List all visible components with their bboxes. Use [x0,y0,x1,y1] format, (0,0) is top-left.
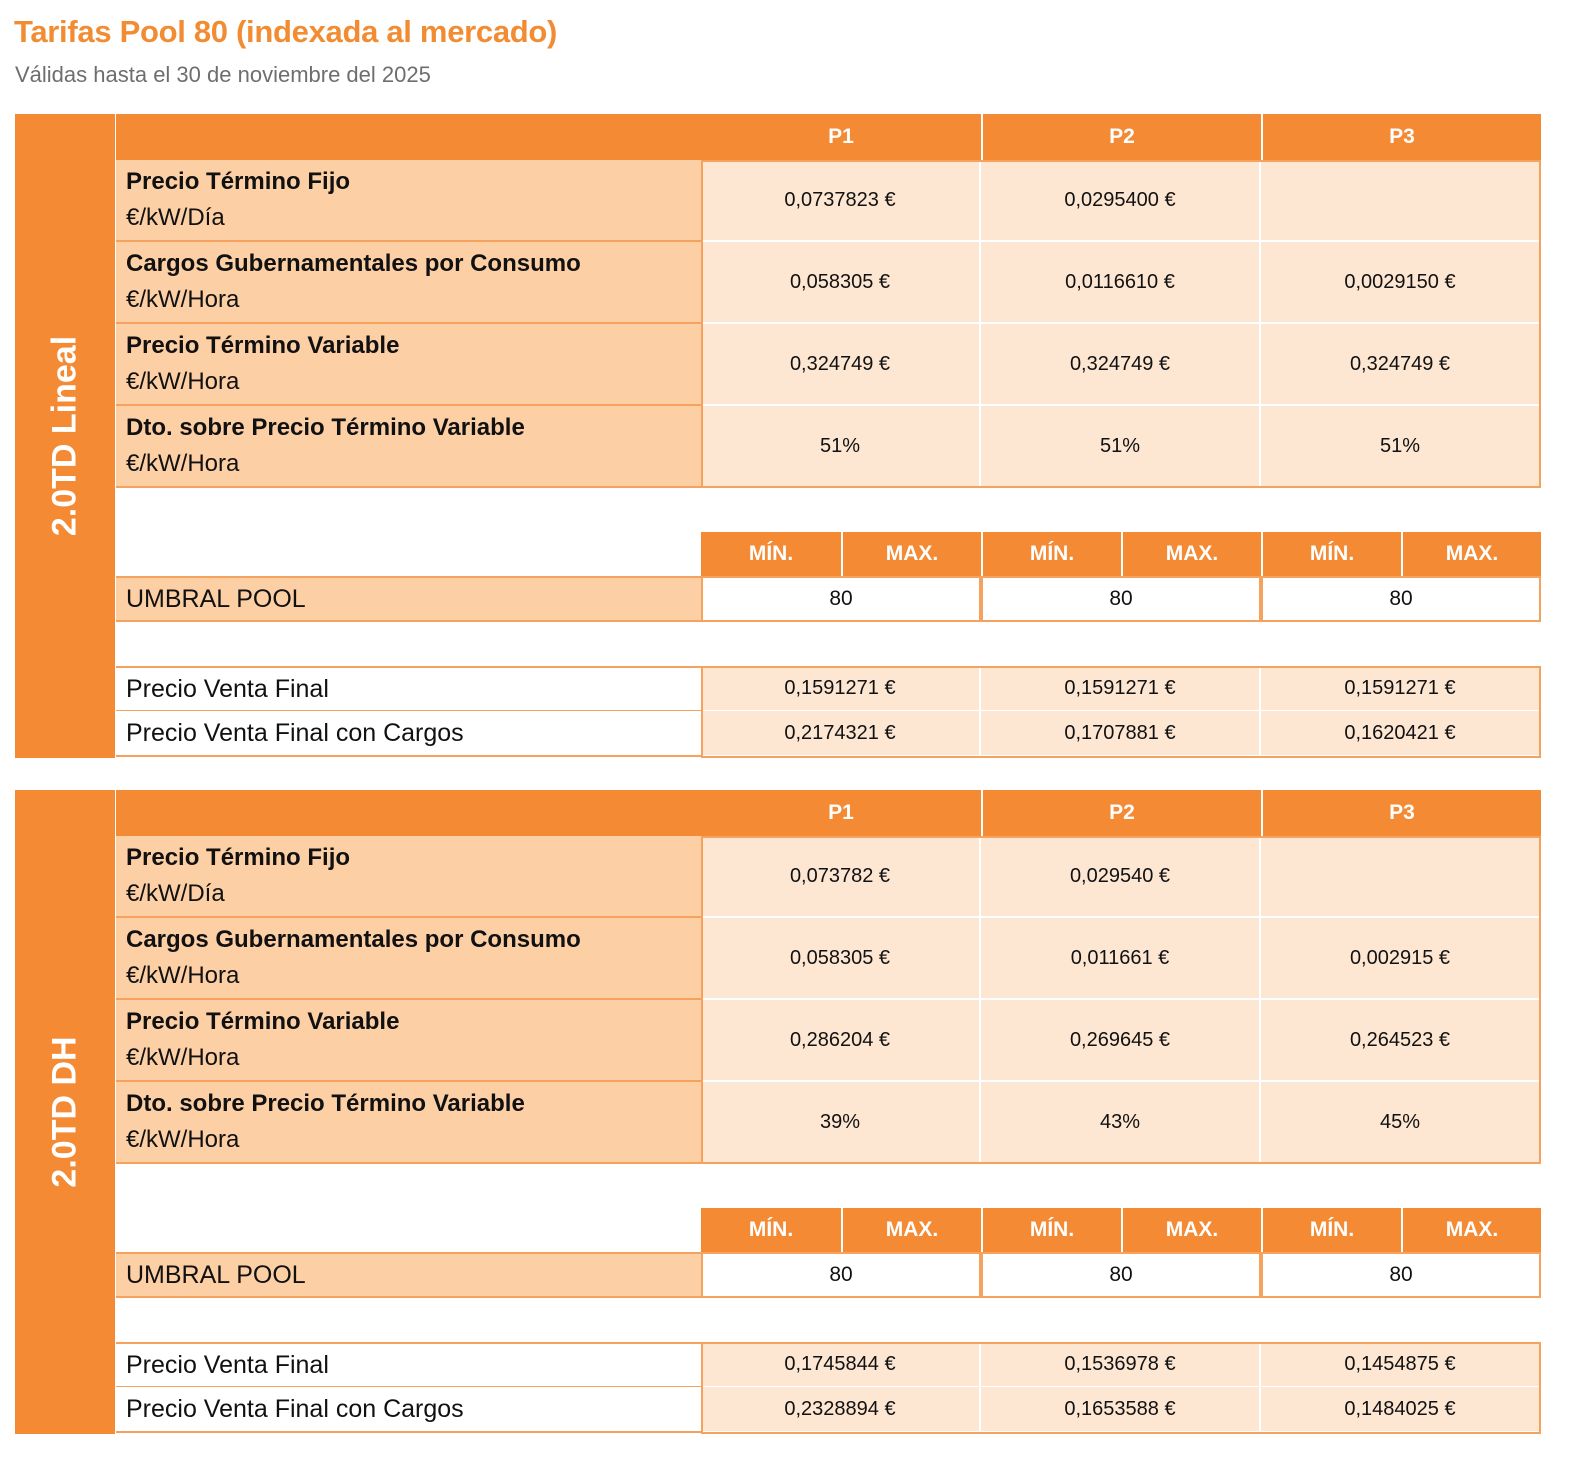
value-cell: 39% [701,1082,981,1164]
row-title: Precio Término Fijo [126,168,351,195]
umbral-label: UMBRAL POOL [116,1252,708,1298]
section-side-bar [15,114,115,758]
minmax-header: MÍN. [1261,532,1401,576]
minmax-header: MÍN. [701,1208,841,1252]
row-title: Precio Término Variable [126,332,400,359]
final-price-value: 0,2328894 € [701,1387,981,1433]
value-cell: 0,269645 € [981,1000,1261,1082]
section-name: 2.0TD DH [45,1036,84,1188]
period-header-p2: P2 [981,790,1261,836]
value-cell: 0,264523 € [1261,1000,1541,1082]
section-side-bar [15,790,115,1434]
row-label [116,160,708,242]
row-unit: €/kW/Hora [126,1044,240,1071]
umbral-value: 80 [981,1252,1261,1298]
value-cell: 0,324749 € [701,324,981,406]
value-cell [1261,836,1541,918]
minmax-header: MÍN. [1261,1208,1401,1252]
row-label [116,242,708,324]
row-title: Dto. sobre Precio Término Variable [126,1090,525,1117]
value-cell: 0,058305 € [701,242,981,324]
value-cell: 51% [701,406,981,488]
final-price-value: 0,1454875 € [1261,1342,1541,1388]
row-title: Precio Término Fijo [126,844,351,871]
minmax-header: MAX. [1121,532,1261,576]
umbral-value: 80 [1261,576,1541,622]
value-cell: 0,0737823 € [701,160,981,242]
minmax-header: MAX. [1401,1208,1541,1252]
value-cell: 0,058305 € [701,918,981,1000]
umbral-label: UMBRAL POOL [116,576,708,622]
row-label [116,918,708,1000]
period-header-p2: P2 [981,114,1261,160]
row-unit: €/kW/Hora [126,286,240,313]
value-cell: 0,324749 € [1261,324,1541,406]
row-unit: €/kW/Hora [126,1126,240,1153]
umbral-value: 80 [1261,1252,1541,1298]
tariff-section [15,114,1581,758]
value-cell: 43% [981,1082,1261,1164]
value-cell: 0,286204 € [701,1000,981,1082]
value-cell: 0,011661 € [981,918,1261,1000]
row-label [116,1000,708,1082]
umbral-value: 80 [701,1252,981,1298]
final-price-label: Precio Venta Final [116,1342,708,1388]
row-title: Cargos Gubernamentales por Consumo [126,250,581,277]
final-price-label: Precio Venta Final [116,666,708,712]
final-price-value: 0,1620421 € [1261,711,1541,757]
value-cell: 0,0295400 € [981,160,1261,242]
final-price-value: 0,1591271 € [981,666,1261,712]
minmax-header: MAX. [1121,1208,1261,1252]
final-price-value: 0,1591271 € [1261,666,1541,712]
tariff-section [15,790,1581,1434]
page-title: Tarifas Pool 80 (indexada al mercado) [14,14,558,49]
value-cell: 0,002915 € [1261,918,1541,1000]
row-label [116,406,708,488]
umbral-value: 80 [981,576,1261,622]
final-price-value: 0,1484025 € [1261,1387,1541,1433]
final-price-value: 0,1653588 € [981,1387,1261,1433]
minmax-header: MAX. [841,1208,981,1252]
value-cell: 0,073782 € [701,836,981,918]
final-price-label: Precio Venta Final con Cargos [116,711,708,757]
value-cell: 45% [1261,1082,1541,1164]
period-header-p1: P1 [701,790,981,836]
final-price-label: Precio Venta Final con Cargos [116,1387,708,1433]
minmax-header: MAX. [841,532,981,576]
row-unit: €/kW/Día [126,880,225,907]
minmax-header: MÍN. [981,1208,1121,1252]
row-unit: €/kW/Día [126,204,225,231]
final-price-value: 0,1707881 € [981,711,1261,757]
minmax-header: MÍN. [701,532,841,576]
row-label [116,1082,708,1164]
final-price-value: 0,2174321 € [701,711,981,757]
value-cell: 51% [981,406,1261,488]
row-title: Precio Término Variable [126,1008,400,1035]
minmax-header: MAX. [1401,532,1541,576]
row-unit: €/kW/Hora [126,368,240,395]
umbral-value: 80 [701,576,981,622]
period-header-p1: P1 [701,114,981,160]
section-name: 2.0TD Lineal [45,335,84,537]
header-label-spacer [116,114,708,160]
row-title: Dto. sobre Precio Término Variable [126,414,525,441]
final-price-value: 0,1745844 € [701,1342,981,1388]
row-unit: €/kW/Hora [126,450,240,477]
final-price-value: 0,1536978 € [981,1342,1261,1388]
value-cell: 0,029540 € [981,836,1261,918]
row-label [116,324,708,406]
value-cell: 51% [1261,406,1541,488]
row-title: Cargos Gubernamentales por Consumo [126,926,581,953]
value-cell [1261,160,1541,242]
row-unit: €/kW/Hora [126,962,240,989]
page-subtitle: Válidas hasta el 30 de noviembre del 2025 [15,62,431,87]
value-cell: 0,324749 € [981,324,1261,406]
minmax-header: MÍN. [981,532,1121,576]
value-cell: 0,0029150 € [1261,242,1541,324]
period-header-p3: P3 [1261,114,1541,160]
header-label-spacer [116,790,708,836]
row-label [116,836,708,918]
value-cell: 0,0116610 € [981,242,1261,324]
final-price-value: 0,1591271 € [701,666,981,712]
period-header-p3: P3 [1261,790,1541,836]
